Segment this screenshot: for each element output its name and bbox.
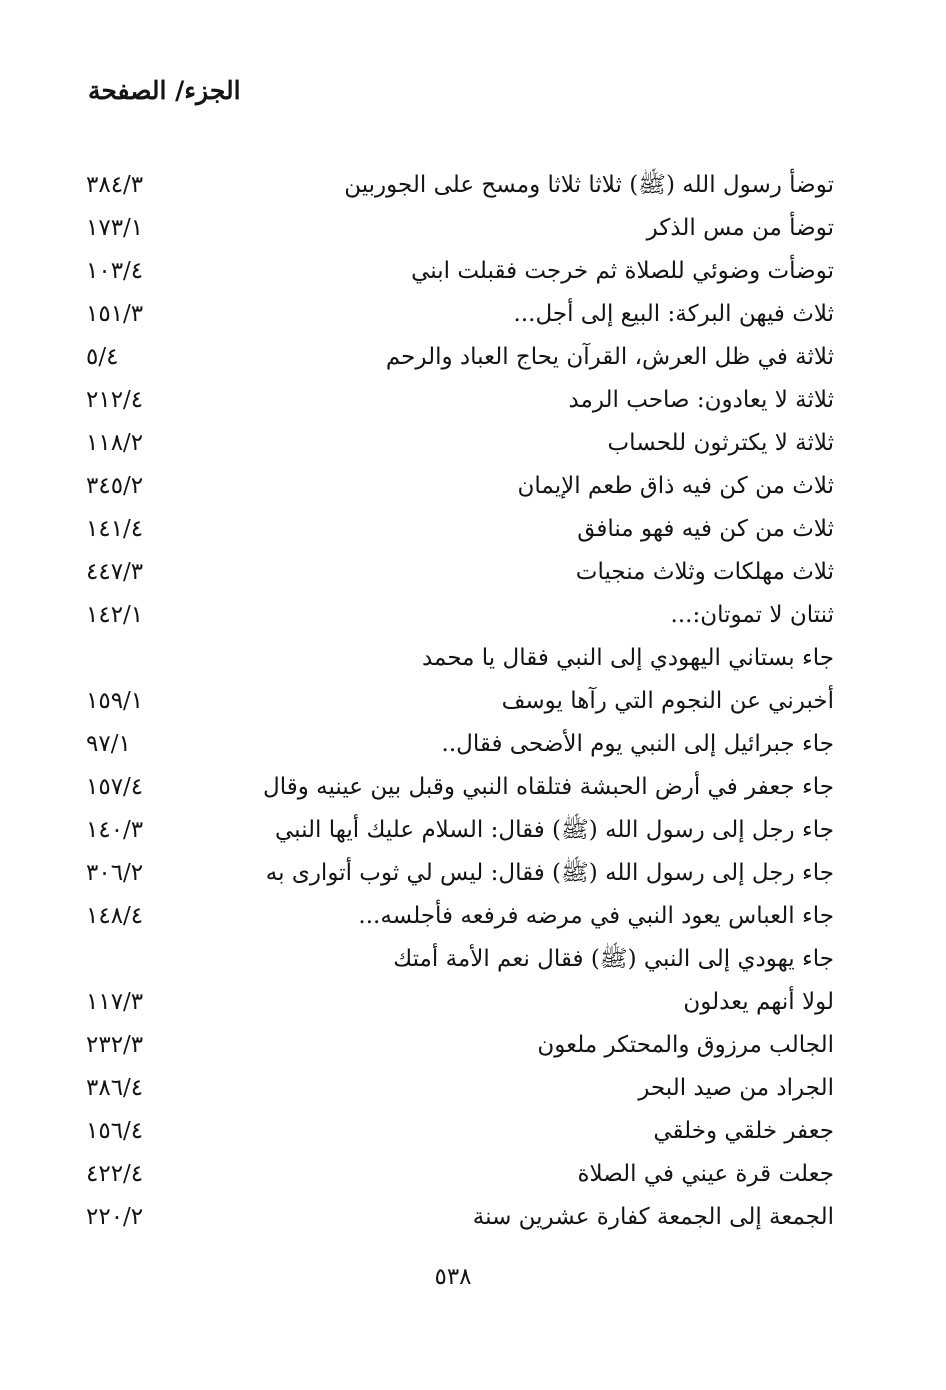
entry-text: ثلاثة لا يعادون: صاحب الرمد xyxy=(568,387,834,413)
entry-text: جاء بستاني اليهودي إلى النبي فقال يا محمد xyxy=(421,645,834,671)
entry-reference: ٣٤٥/٢ xyxy=(86,473,144,499)
entry-reference: ١٤٨/٤ xyxy=(86,903,144,929)
entry-text: الجراد من صيد البحر xyxy=(638,1075,834,1101)
entry-text: لولا أنهم يعدلون xyxy=(683,989,834,1015)
index-entry xyxy=(80,465,834,508)
entry-reference: ١٤٠/٣ xyxy=(86,817,144,843)
entry-text: جاء يهودي إلى النبي (ﷺ) فقال نعم الأمة أمتك xyxy=(393,946,834,972)
entry-text: جاء رجل إلى رسول الله (ﷺ) فقال: ليس لي ثوب أتوارى به xyxy=(265,860,834,886)
index-entry xyxy=(80,508,834,551)
entry-reference: ١٥١/٣ xyxy=(86,301,144,327)
index-entry xyxy=(80,938,834,981)
index-entry xyxy=(80,551,834,594)
entry-text: ثلاثة لا يكترثون للحساب xyxy=(607,430,834,456)
index-entry xyxy=(80,766,834,809)
entry-reference: ٥/٤ xyxy=(86,344,119,370)
entry-reference: ٣٨٦/٤ xyxy=(86,1075,144,1101)
entry-text: الجالب مرزوق والمحتكر ملعون xyxy=(537,1032,834,1058)
entry-reference: ٤٢٢/٤ xyxy=(86,1161,144,1187)
entry-text: جاء جعفر في أرض الحبشة فتلقاه النبي وقبل بين عينيه وقال xyxy=(263,774,834,800)
index-entry xyxy=(80,680,834,723)
index-entry xyxy=(80,422,834,465)
entry-text: ثلاث مهلكات وثلاث منجيات xyxy=(575,559,834,585)
entry-reference: ٢٢٠/٢ xyxy=(86,1204,144,1230)
entry-reference: ١٤١/٤ xyxy=(86,516,144,542)
index-entry xyxy=(80,379,834,422)
entry-reference: ٢٣٢/٣ xyxy=(86,1032,144,1058)
entry-text: ثنتان لا تموتان:... xyxy=(670,602,834,628)
index-entry xyxy=(80,895,834,938)
hadith-index-list xyxy=(80,164,834,1239)
index-entry xyxy=(80,1196,834,1239)
index-entry xyxy=(80,809,834,852)
entry-text: جاء رجل إلى رسول الله (ﷺ) فقال: السلام عليك أيها النبي xyxy=(275,817,834,843)
entry-text: توضأ من مس الذكر xyxy=(646,215,834,241)
entry-reference: ٤٤٧/٣ xyxy=(86,559,144,585)
entry-reference: ١٥٩/١ xyxy=(86,688,144,714)
index-entry xyxy=(80,1024,834,1067)
column-header: الجزء/ الصفحة xyxy=(88,76,241,105)
entry-text: ثلاث من كن فيه ذاق طعم الإيمان xyxy=(517,473,834,499)
entry-text: جعلت قرة عيني في الصلاة xyxy=(577,1161,834,1187)
index-entry xyxy=(80,293,834,336)
index-entry xyxy=(80,207,834,250)
entry-text: توضأ رسول الله (ﷺ) ثلاثا ثلاثا ومسح على الجوربين xyxy=(344,172,834,198)
entry-reference: ١١٨/٢ xyxy=(86,430,144,456)
index-entry xyxy=(80,637,834,680)
entry-reference: ٣٠٦/٢ xyxy=(86,860,144,886)
index-entry xyxy=(80,1067,834,1110)
index-entry xyxy=(80,164,834,207)
index-entry xyxy=(80,594,834,637)
entry-text: أخبرني عن النجوم التي رآها يوسف xyxy=(501,688,834,714)
page-number: ٥٣٨ xyxy=(434,1264,472,1290)
entry-reference: ١٧٣/١ xyxy=(86,215,144,241)
entry-reference: ٣٨٤/٣ xyxy=(86,172,144,198)
entry-text: ثلاث فيهن البركة: البيع إلى أجل... xyxy=(513,301,834,327)
entry-reference: ١٤٢/١ xyxy=(86,602,144,628)
entry-reference: ١٥٦/٤ xyxy=(86,1118,144,1144)
entry-reference: ٩٧/١ xyxy=(86,731,131,757)
entry-text: الجمعة إلى الجمعة كفارة عشرين سنة xyxy=(472,1204,834,1230)
entry-reference: ٢١٢/٤ xyxy=(86,387,144,413)
entry-text: توضأت وضوئي للصلاة ثم خرجت فقبلت ابني xyxy=(411,258,834,284)
index-entry xyxy=(80,981,834,1024)
entry-reference: ١٥٧/٤ xyxy=(86,774,144,800)
entry-reference: ١٠٣/٤ xyxy=(86,258,144,284)
entry-text: جاء جبرائيل إلى النبي يوم الأضحى فقال.. xyxy=(441,731,834,757)
index-entry xyxy=(80,336,834,379)
index-entry xyxy=(80,250,834,293)
entry-text: جاء العباس يعود النبي في مرضه فرفعه فأجلسه... xyxy=(358,903,834,929)
entry-text: جعفر خلقي وخلقي xyxy=(653,1118,834,1144)
index-entry xyxy=(80,852,834,895)
index-entry xyxy=(80,1110,834,1153)
index-entry xyxy=(80,723,834,766)
entry-reference: ١١٧/٣ xyxy=(86,989,144,1015)
entry-text: ثلاثة في ظل العرش، القرآن يحاج العباد والرحم xyxy=(385,344,834,370)
index-entry xyxy=(80,1153,834,1196)
entry-text: ثلاث من كن فيه فهو منافق xyxy=(577,516,834,542)
